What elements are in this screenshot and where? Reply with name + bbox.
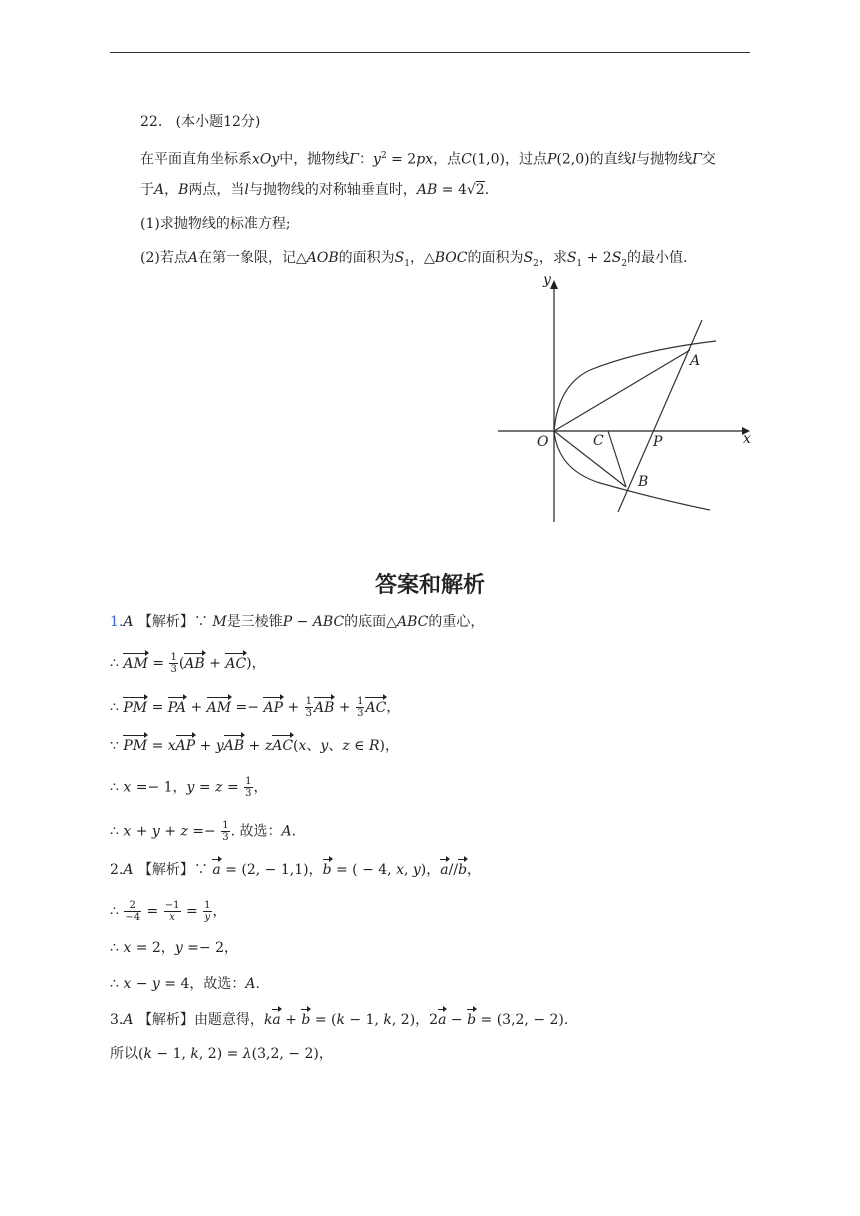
- answer-2-line-4: ∴ x − y = 4，故选：A.: [110, 976, 260, 992]
- answer-choice: A: [123, 1012, 134, 1028]
- answer-number: 1.: [110, 614, 124, 630]
- header-rule: [110, 52, 750, 53]
- text: (2)若点: [140, 250, 188, 266]
- answer-3-line-2: 所以(k − 1, k, 2) = λ(3,2, − 2)，: [110, 1046, 333, 1062]
- text: 两点，当: [188, 182, 245, 198]
- answer-1-line-5: ∴ x =− 1，y = z = $\frac{1}{3}$ ，: [110, 776, 268, 799]
- answer-2-line-3: ∴ x = 2，y =− 2，: [110, 940, 239, 956]
- answer-1-line-4: ∵ PM = xAP + yAB + zAC(x、y、z ∈ R)，: [110, 738, 399, 754]
- text: ，点: [433, 151, 462, 168]
- problem-points: (本小题12分): [175, 114, 261, 130]
- text: 与抛物线: [636, 151, 693, 168]
- text: 与抛物线的对称轴垂直时，: [248, 182, 417, 198]
- text: 的底面△: [344, 614, 397, 630]
- label-C: C: [593, 433, 604, 449]
- text: 故选：: [239, 823, 282, 840]
- answer-1-line-3: ∴ PM = PA + AM =− AP + $\frac{1}{3}$ AB + $\frac{1}{3}$ AC，: [110, 696, 401, 719]
- text: 【解析】: [137, 614, 194, 630]
- text: 于: [140, 182, 154, 198]
- answer-2-line-2: ∴ $\frac{2}{-4}$ = $\frac{-1}{x}$ = $\frac{1}{y}$ ，: [110, 900, 227, 923]
- answer-number: 3.: [110, 1012, 124, 1028]
- segment-CB: [608, 431, 626, 487]
- text: 是三棱锥: [226, 614, 283, 630]
- text: ，△: [409, 250, 435, 266]
- text: 由题意得，: [193, 1012, 264, 1028]
- text: ，求: [538, 250, 567, 266]
- question-1: [140, 214, 291, 234]
- text: 的面积为: [338, 250, 395, 266]
- text: 在第一象限，记△: [197, 250, 307, 266]
- answer-1-line-6: ∴ x + y + z =− $\frac{1}{3}$ . 故选：A.: [110, 820, 297, 843]
- problem-line-2: 于A，B两点，当l与抛物线的对称轴垂直时，AB = 4√2.: [140, 182, 490, 198]
- problem-header: [140, 112, 260, 132]
- text: 故选：: [203, 976, 246, 992]
- text: 在平面直角坐标系: [140, 151, 252, 168]
- label-B: B: [638, 474, 649, 490]
- problem-number: 22.: [140, 114, 163, 130]
- text: 的直线: [589, 151, 632, 168]
- question-2: (2)若点A在第一象限，记△AOB的面积为$S_1$，△BOC的面积为$S_2$，求$S_1 + 2S_2$的最小值.: [140, 250, 688, 269]
- label-x: x: [743, 431, 751, 447]
- answer-choice: A: [123, 862, 134, 878]
- text: 交: [701, 151, 716, 168]
- parabola-figure: [490, 268, 760, 530]
- text: 所以: [110, 1046, 138, 1062]
- answer-choice: A: [123, 614, 134, 630]
- answer-2-line-1: 2.A 【解析】∵ a = (2, − 1,1)，b = ( − 4, x, y)，a//b，: [110, 862, 482, 878]
- label-P: P: [653, 434, 663, 450]
- line-l: [618, 320, 702, 512]
- answer-1-line-2: ∴ AM = $\frac{1}{3}$ (AB + AC)，: [110, 652, 266, 675]
- text: 【解析】: [137, 862, 194, 878]
- answer-1-line-1: 1.A 【解析】∵ M是三棱锥P − ABC的底面△ABC的重心，: [110, 614, 485, 630]
- segment-OA: [554, 350, 690, 431]
- text: 中，抛物线: [279, 151, 350, 168]
- label-y: y: [543, 272, 551, 288]
- label-O: O: [537, 434, 549, 450]
- text: ，过点: [505, 151, 547, 168]
- text: 【解析】: [137, 1012, 194, 1028]
- text: 的最小值.: [627, 250, 688, 266]
- text: 的重心，: [428, 614, 485, 630]
- answer-3-line-1: 3.A 【解析】由题意得，ka + b = (k − 1, k, 2)，2a − b = (3,2, − 2).: [110, 1012, 569, 1028]
- answer-number: 2.: [110, 862, 124, 878]
- segment-OB: [554, 431, 626, 487]
- label-A: A: [690, 353, 701, 369]
- y-axis-arrow: [550, 280, 558, 289]
- problem-line-1: 在平面直角坐标系xOy中，抛物线Γ：$y^2 = 2px$，点C(1,0)，过点P(2,0)的直线l与抛物线Γ交: [140, 151, 716, 168]
- answers-title: 答案和解析: [374, 573, 485, 598]
- text: 的面积为: [467, 250, 524, 266]
- text: (1)求抛物线的标准方程;: [140, 216, 291, 232]
